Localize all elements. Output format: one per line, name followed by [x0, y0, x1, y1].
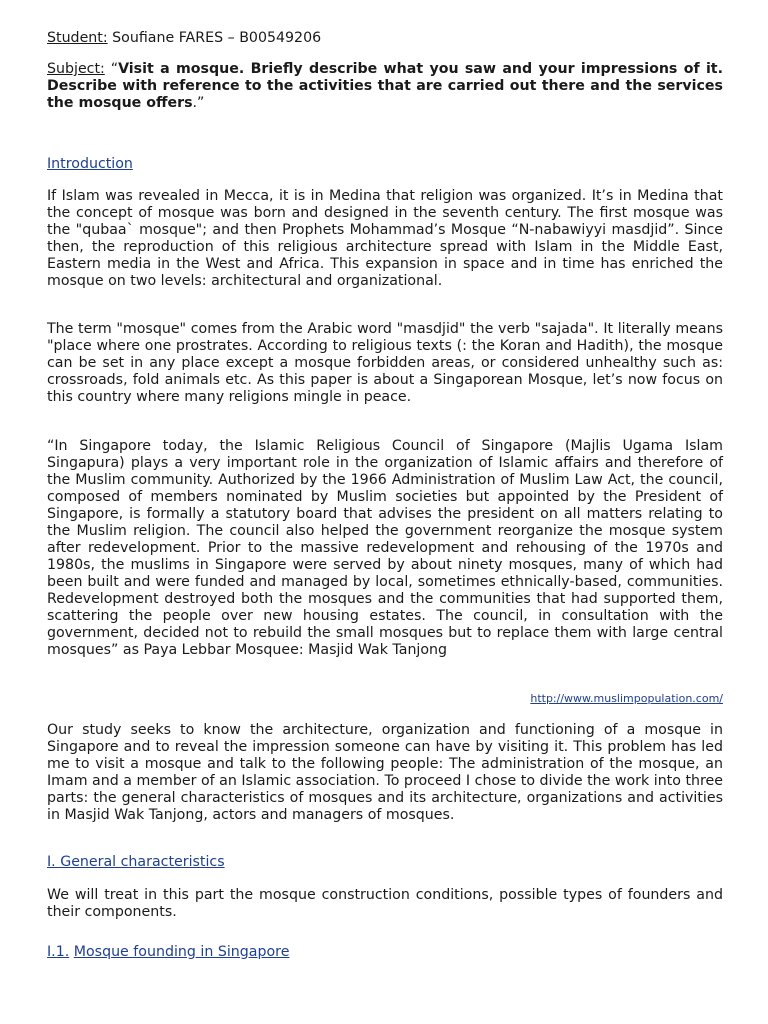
subject-label: Subject:	[47, 61, 105, 77]
subject-open-quote: “	[104, 61, 119, 77]
student-label: Student:	[47, 30, 108, 46]
student-line	[47, 30, 723, 47]
section-1-heading[interactable]: I. General characteristics	[47, 854, 225, 870]
subject-block	[47, 61, 723, 112]
intro-paragraph-4: Our study seeks to know the architecture, organization and functioning of a mosque in Singapore and to reveal the impression someone can have by visiting it. This problem has led me to visit a mosque and talk to the following people: The administration of the mosque, an Imam and a member of an Islamic association. To proceed I chose to divide the work into three parts: the general characteristics of mosques and its architecture, organizations and activities in Masjid Wak Tanjong, actors and managers of mosques.	[47, 722, 723, 823]
subject-text: Visit a mosque. Briefly describe what you saw and your impressions of it. Describe with reference to the activities that are carried out there and the services the mosque offers	[47, 61, 723, 111]
intro-paragraph-2: The term "mosque" comes from the Arabic word "masdjid" the verb "sajada". It literally means "place where one prostrates. According to religious texts (: the Koran and Hadith), the mosque can be set in any place except a mosque forbidden areas, or considered unhealthy such as: crossroads, fold animals etc. As this paper is about a Singaporean Mosque, let’s now focus on this country where many religions mingle in peace.	[47, 321, 723, 405]
section-1-1-heading	[47, 944, 289, 961]
introduction-heading[interactable]: Introduction	[47, 156, 133, 172]
source-link[interactable]: http://www.muslimpopulation.com/	[530, 692, 723, 705]
section-1-1-title[interactable]: Mosque founding in Singapore	[73, 944, 290, 960]
intro-paragraph-3: “In Singapore today, the Islamic Religious Council of Singapore (Majlis Ugama Islam Singapura) plays a very important role in the organization of Islamic affairs and therefore of the Muslim community. Authorized by the 1966 Administration of Muslim Law Act, the council, composed of members nominated by Muslim societies but appointed by the President of Singapore, is formally a statutory board that advises the president on all matters relating to the Muslim religion. The council also helped the government reorganize the mosque system after redevelopment. Prior to the massive redevelopment and rehousing of the 1970s and 1980s, the muslims in Singapore were served by about ninety mosques, many of which had been built and were funded and managed by local, sometimes ethnically-based, communities. Redevelopment destroyed both the mosques and the communities that had supported them, scattering the people over new housing estates. The council, in consultation with the government, decided not to rebuild the small mosques but to replace them with large central mosques” as Paya Lebbar Mosquee: Masjid Wak Tanjong	[47, 438, 723, 658]
student-value: Soufiane FARES – B00549206	[107, 30, 322, 46]
intro-paragraph-1: If Islam was revealed in Mecca, it is in Medina that religion was organized. It’s in Medina that the concept of mosque was born and designed in the seventh century. The first mosque was the "qubaa` mosque"; and then Prophets Mohammad’s Mosque “N-nabawiyyi masdjid”. Since then, the reproduction of this religious architecture spread with Islam in the Middle East, Eastern media in the West and Africa. This expansion in space and in time has enriched the mosque on two levels: architectural and organizational.	[47, 188, 723, 289]
section-1-1-number[interactable]: I.1.	[47, 944, 70, 960]
subject-close-quote: .”	[192, 95, 205, 111]
section-1-paragraph: We will treat in this part the mosque construction conditions, possible types of founders and their components.	[47, 887, 723, 920]
